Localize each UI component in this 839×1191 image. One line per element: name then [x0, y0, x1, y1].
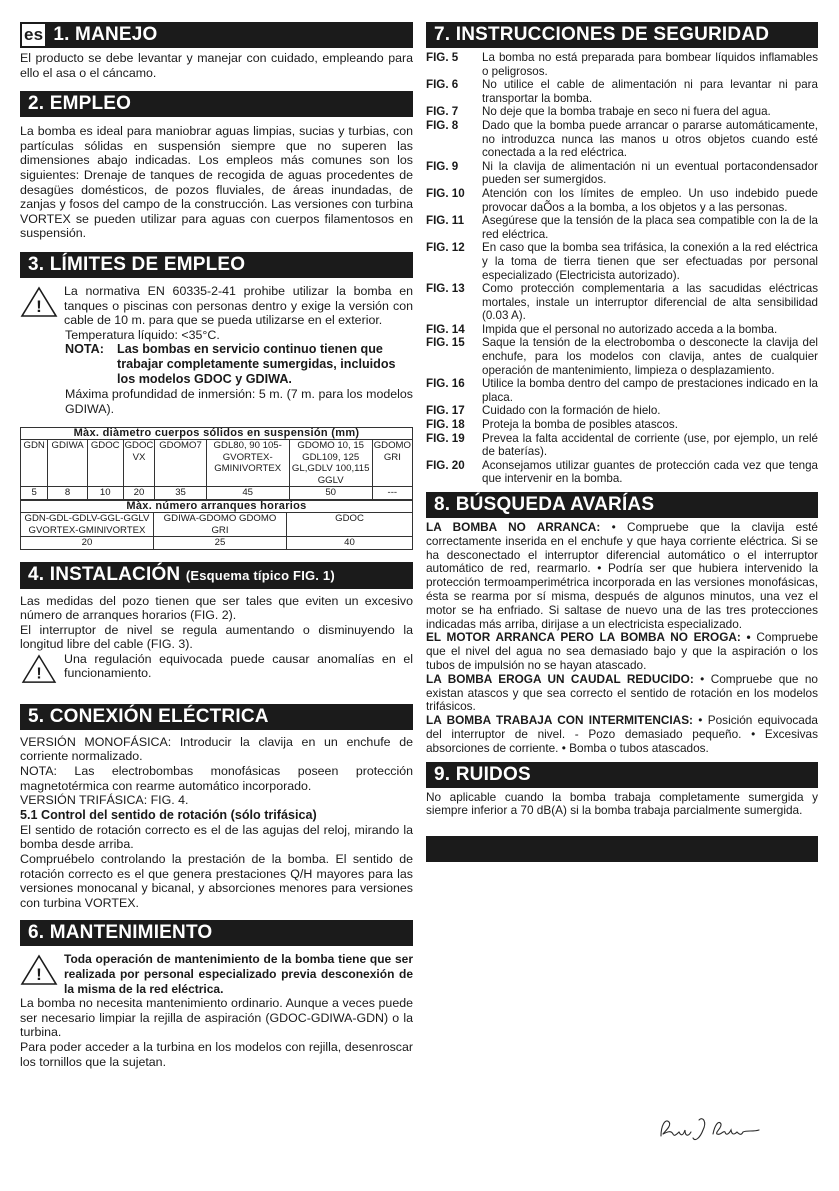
safety-figure-text: Cuidado con la formación de hielo.: [482, 404, 661, 418]
safety-figure-text: Aconsejamos utilizar guantes de protección cada vez que tenga que intervenir en la bomba.: [482, 458, 818, 486]
warning-icon: [20, 654, 58, 684]
safety-figure-item: [426, 105, 818, 119]
fault-no-start: [426, 521, 818, 631]
safety-figure-text: Atención con los límites de empleo. Un uso indebido puede provocar daÕos a la bomba, a los objetos y a las personas.: [482, 186, 818, 214]
safety-figure-label: FIG. 18: [426, 418, 465, 432]
section-6-warning: [20, 952, 413, 996]
section-5-text-4: El sentido de rotación correcto es el de las agujas del reloj, mirando la bomba desde arriba.: [20, 822, 413, 852]
section-1-header: [20, 22, 413, 48]
safety-figure-item: [426, 404, 818, 418]
section-4-text-1: Las medidas del pozo tienen que ser tales que eviten un excesivo número de arranques horarios (FIG. 2).: [20, 593, 413, 623]
safety-figure-text: Ni la clavija de alimentación ni un eventual portacondensador pueden ser sumergidos.: [482, 159, 818, 187]
solids-header-cell: GDOMO GRI: [372, 440, 412, 487]
signature: [655, 1110, 765, 1150]
warning-icon: [20, 286, 58, 318]
safety-figure-text: Dado que la bomba puede arrancar o pararse automáticamente, no introduzca nunca las manos u otros objetos cuando esté conectada a la red eléctrica.: [482, 118, 818, 160]
note-text: Las bombas en servicio continuo tienen que trabajar completamente sumergidas, incluidos los modelos GDOC y GDIWA.: [117, 342, 396, 387]
fault-intermittent: [426, 714, 818, 755]
solids-table: [20, 427, 413, 500]
section-2-title: 2. EMPLEO: [20, 91, 413, 117]
section-1-title: 1. MANEJO: [53, 24, 158, 45]
safety-figure-label: FIG. 6: [426, 78, 459, 92]
safety-figure-item: [426, 459, 818, 486]
fault-intermittent-text: • Posición equivocada del interruptor de nivel. - Pozo demasiado pequeño. • Excesivas absorciones de corriente. • Bomba o tubos atascados.: [426, 713, 818, 755]
section-4-warning: [20, 652, 413, 684]
section-4-title: 4. INSTALACIÓN: [28, 563, 181, 585]
solids-header-cell: GDOMO7: [155, 440, 206, 487]
section-5-text-2: NOTA: Las electrobombas monofásicas poseen protección magnetotérmica con rearme automático incorporado.: [20, 764, 413, 793]
section-4-warning-text: Una regulación equivocada puede causar anomalías en el funcionamiento.: [64, 651, 413, 681]
section-2-text: La bomba es ideal para maniobrar aguas limpias, sucias y turbias, con partículas sólidas en suspensión siempre que no superen las dimensiones abajo indicadas. Los empleos más comunes son los siguientes: Drenaje de tanques de recogida de aguas procedentes de desagües domésticos, de pozos fluviales, de áreas inundadas, de zanjas y fosos del campo de la construcción. Las versiones con turbina VORTEX se pueden utilizar para aguas con cuerpos filamentosos en suspensión.: [20, 124, 413, 241]
note-label: NOTA:: [65, 342, 104, 357]
safety-figure-item: [426, 377, 818, 404]
starts-value-cell: 20: [21, 537, 154, 550]
section-3-depth: Máxima profundidad de inmersión: 5 m. (7 m. para los modelos GDIWA).: [65, 387, 413, 416]
empty-black-bar: [426, 836, 818, 862]
fault-reduced-flow-text: • Compruebe que no existan atascos y que sea correcto el sentido de rotación en los modelos trifásicos.: [426, 671, 818, 714]
solids-table-title: Màx. diàmetro cuerpos sólidos en suspensión (mm): [21, 427, 413, 440]
safety-figure-item: [426, 418, 818, 432]
section-1-text: El producto se debe levantar y manejar con cuidado, empleando para ello el asa o el cáncamo.: [20, 51, 413, 80]
safety-figure-item: [426, 160, 818, 187]
section-3-title: 3. LÍMITES DE EMPLEO: [20, 252, 413, 278]
safety-figure-label: FIG. 17: [426, 404, 465, 418]
starts-table: [20, 500, 413, 550]
section-4-text-2: El interruptor de nivel se regula aumentando o disminuyendo la longitud libre del cable (FIG. 3).: [20, 622, 413, 652]
safety-figure-text: En caso que la bomba sea trifásica, la conexión a la red eléctrica y la toma de tierra tienen que ser efectuadas por personal especializado (Electricista autorizado).: [482, 241, 818, 282]
section-4-subtitle: (Esquema típico FIG. 1): [185, 567, 335, 583]
safety-figure-label: FIG. 9: [426, 159, 459, 173]
safety-figure-text: Utilice la bomba dentro del campo de prestaciones indicado en la placa.: [482, 377, 818, 404]
safety-figure-label: FIG. 12: [426, 241, 465, 255]
section-5-title: 5. CONEXIÓN ELÉCTRICA: [20, 704, 413, 730]
svg-text:!: !: [36, 296, 42, 316]
safety-figure-item: [426, 119, 818, 160]
fault-no-start-text: • Compruebe que la clavija esté correctamente inserida en el enchufe y que haya corriente eléctrica. Si se ha desconectado el interruptor diferencial automático o el interruptor automático de red, rearmarlo. • Podría ser que hubiera intervenido la protección termoamperimétrica incorporada en las versiones monofásicas, ésta se rearma por sí misma, después de algunos minutos, una vez el motor se ha enfriado. Si saltase de nuevo una de las tres protecciones indicadas más arriba, dirijase a un electricista especializado.: [426, 520, 818, 631]
solids-header-cell: GDOC: [87, 440, 123, 487]
section-5-1-title: 5.1 Control del sentido de rotación (sólo trifásica): [20, 807, 317, 822]
solids-value-cell: 45: [206, 487, 289, 500]
solids-value-cell: 50: [289, 487, 372, 500]
fault-no-delivery-text: Compruebe que el nivel del agua no sea demasiado bajo y que la aspiración o los tubos de impulsión no se hayan atascado.: [426, 630, 818, 672]
warning-icon: [20, 954, 58, 986]
section-3-temperature: Temperatura líquido: <35°C.: [65, 327, 220, 342]
section-5-text-5: Compruébelo controlando la prestación de la bomba. El sentido de rotación correcto es el que genera prestaciones Q/H mayores para las versiones monocanal y bicanal, y absorciones menores para versiones con turbina VORTEX.: [20, 852, 413, 910]
safety-figure-text: Como protección complementaria a las sacudidas eléctricas mortales, instale un interruptor diferencial de alta sensibilidad (0.03 A).: [482, 282, 818, 323]
safety-figure-label: FIG. 13: [426, 282, 465, 296]
starts-table-title: Màx. número arranques horarios: [21, 500, 413, 513]
section-4-header: [20, 562, 413, 589]
section-6-warning-text: Toda operación de mantenimiento de la bomba tiene que ser realizada por personal especializado previa desconexión de la misma de la red eléctrica.: [64, 952, 413, 996]
solids-value-cell: 35: [155, 487, 206, 500]
solids-value-cell: ---: [372, 487, 412, 500]
solids-value-cell: 5: [21, 487, 48, 500]
safety-figure-text: Saque la tensión de la electrobomba o desconecte la clavija del enchufe, para los modelos con clavija, antes de cualquier operación de mantenimiento, limpieza o desplazamiento.: [482, 336, 818, 377]
section-7-title: 7. INSTRUCCIONES DE SEGURIDAD: [426, 22, 818, 48]
section-3-warning-text: La normativa EN 60335-2-41 prohibe utilizar la bomba en tanques o piscinas con personas dentro y exige la versión con cable de 10 m. para que se pueda utilizarse en el exterior.: [64, 283, 413, 328]
fault-reduced-flow: [426, 673, 818, 714]
svg-text:!: !: [36, 965, 42, 985]
safety-figure-label: FIG. 15: [426, 336, 465, 350]
safety-figure-text: La bomba no está preparada para bombear líquidos inflamables o peligrosos.: [482, 51, 818, 78]
right-column: [426, 22, 818, 862]
fault-no-start-heading: LA BOMBA NO ARRANCA:: [426, 520, 601, 534]
section-9-text: No aplicable cuando la bomba trabaja completamente sumergida y siempre inferior a 70 dB(A) si la bomba trabaja parcialmente sumergida.: [426, 789, 818, 818]
solids-header-cell: GDL80, 90 105- GVORTEX- GMINIVORTEX: [206, 440, 289, 487]
starts-value-cell: 25: [154, 537, 287, 550]
starts-header-cell: GDIWA-GDOMO GDOMO GRI: [154, 513, 287, 537]
fault-intermittent-heading: LA BOMBA TRABAJA CON INTERMITENCIAS:: [426, 713, 693, 728]
safety-figure-text: Impida que el personal no autorizado acceda a la bomba.: [482, 322, 778, 336]
safety-figure-item: [426, 241, 818, 282]
section-6-text-1: La bomba no necesita mantenimiento ordinario. Aunque a veces puede ser necesario limpiar la rejilla de aspiración (GDOC-GDIWA-GDN) o la turbina.: [20, 996, 413, 1040]
safety-figure-text: Asegúrese que la tensión de la placa sea compatible con la de la red eléctrica.: [482, 214, 818, 241]
language-badge: es: [20, 22, 47, 48]
safety-figure-text: Proteja la bomba de posibles atascos.: [482, 418, 678, 432]
safety-figure-item: [426, 282, 818, 323]
safety-figure-text: Prevea la falta accidental de corriente (use, por ejemplo, un relé de baterías).: [482, 431, 818, 459]
fault-no-delivery: [426, 631, 818, 672]
safety-figure-item: [426, 51, 818, 78]
safety-figure-label: FIG. 10: [426, 186, 465, 200]
safety-figure-text: No utilice el cable de alimentación ni para levantar ni para transportar la bomba.: [482, 78, 818, 105]
section-5-text-3: VERSIÓN TRIFÁSICA: FIG. 4.: [20, 793, 189, 808]
solids-header-cell: GDN: [21, 440, 48, 487]
safety-figure-item: [426, 187, 818, 214]
safety-figure-item: [426, 336, 818, 377]
safety-figure-label: FIG. 19: [426, 431, 465, 445]
safety-figure-text: No deje que la bomba trabaje en seco ni fuera del agua.: [482, 105, 771, 119]
safety-figures-list: [426, 51, 818, 486]
safety-figure-item: [426, 432, 818, 459]
starts-header-cell: GDN-GDL-GDLV-GGL-GGLV GVORTEX-GMINIVORTEX: [21, 513, 154, 537]
safety-figure-label: FIG. 20: [426, 458, 465, 472]
safety-figure-label: FIG. 7: [426, 105, 459, 119]
fault-no-delivery-heading: EL MOTOR ARRANCA PERO LA BOMBA NO EROGA: •: [426, 630, 751, 645]
solids-value-cell: 8: [48, 487, 88, 500]
starts-value-cell: 40: [287, 537, 413, 550]
section-8-title: 8. BÚSQUEDA AVARÍAS: [426, 492, 818, 518]
section-3-warning: [20, 284, 413, 328]
left-column: [20, 22, 413, 1069]
safety-figure-label: FIG. 11: [426, 214, 465, 228]
section-6-text-2: Para poder acceder a la turbina en los modelos con rejilla, desenroscar los tornillos que la sujetan.: [20, 1039, 413, 1069]
fault-reduced-flow-heading: LA BOMBA EROGA UN CAUDAL REDUCIDO:: [426, 671, 694, 686]
section-3-note: [65, 342, 413, 387]
svg-text:!: !: [36, 665, 42, 683]
section-6-title: 6. MANTENIMIENTO: [20, 920, 413, 946]
section-5-text-1: VERSIÓN MONOFÁSICA: Introducir la clavija en un enchufe de corriente normalizado.: [20, 734, 413, 764]
solids-header-cell: GDOC VX: [123, 440, 155, 487]
solids-value-cell: 20: [123, 487, 155, 500]
section-9-title: 9. RUIDOS: [426, 762, 818, 788]
safety-figure-label: FIG. 5: [426, 51, 459, 64]
safety-figure-label: FIG. 14: [426, 322, 465, 336]
solids-header-cell: GDOMO 10, 15 GDL109, 125 GL,GDLV 100,115 GGLV: [289, 440, 372, 487]
solids-header-cell: GDIWA: [48, 440, 88, 487]
safety-figure-item: [426, 78, 818, 105]
safety-figure-item: [426, 214, 818, 241]
safety-figure-item: [426, 323, 818, 337]
starts-header-cell: GDOC: [287, 513, 413, 537]
solids-value-cell: 10: [87, 487, 123, 500]
safety-figure-label: FIG. 8: [426, 118, 459, 132]
safety-figure-label: FIG. 16: [426, 377, 465, 391]
